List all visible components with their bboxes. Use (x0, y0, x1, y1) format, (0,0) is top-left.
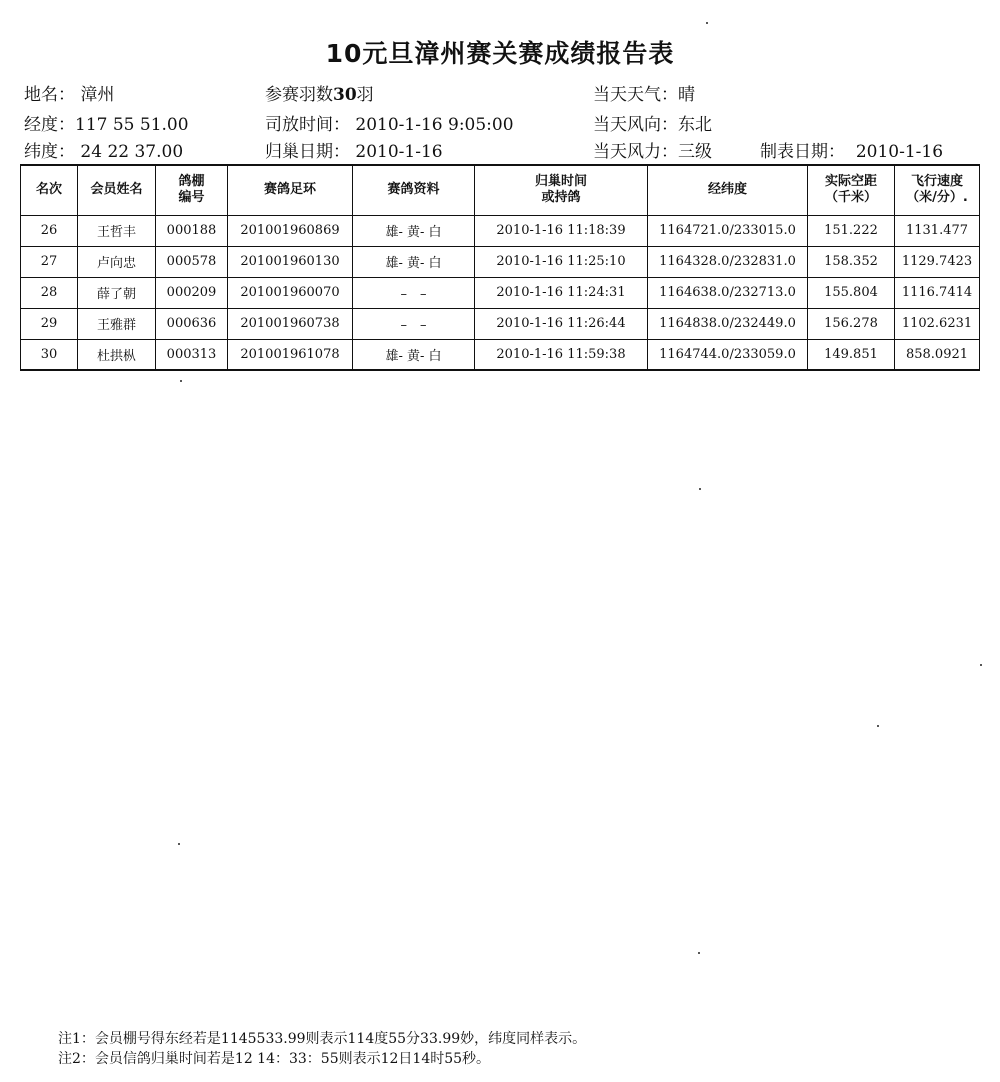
table-row (21, 246, 980, 277)
place-label: 地名： (24, 85, 75, 105)
cell-ring-number: 201001960738 (228, 308, 353, 339)
cell-speed: 858.0921 (895, 339, 980, 370)
longitude-label: 经度： (24, 115, 75, 135)
latitude-label: 纬度： (24, 142, 75, 162)
table-row (21, 339, 980, 370)
cell-speed: 1131.477 (895, 215, 980, 246)
cell-coordinates: 1164744.0/233059.0 (648, 339, 808, 370)
cell-member-name: 王哲丰 (78, 215, 156, 246)
release-field (265, 110, 514, 135)
results-table (20, 164, 980, 371)
cell-rank: 29 (21, 308, 78, 339)
count-unit: 羽 (356, 85, 374, 105)
cell-pigeon-info: 雄- 黄- 白 (353, 339, 475, 370)
cell-loft-number: 000636 (156, 308, 228, 339)
made-date-label: 制表日期： (760, 142, 845, 162)
header-pigeon-info: 赛鸽资料 (353, 165, 475, 215)
place-value: 漳州 (80, 85, 115, 105)
return-date-field (265, 137, 443, 162)
cell-pigeon-info: 雄- 黄- 白 (353, 246, 475, 277)
cell-rank: 28 (21, 277, 78, 308)
count-value: 30 (333, 85, 357, 105)
cell-member-name: 卢向忠 (78, 246, 156, 277)
cell-speed: 1102.6231 (895, 308, 980, 339)
cell-ring-number: 201001960130 (228, 246, 353, 277)
cell-rank: 26 (21, 215, 78, 246)
cell-ring-number: 201001960070 (228, 277, 353, 308)
weather-label: 当天天气： (593, 85, 678, 105)
cell-pigeon-info: – – (353, 277, 475, 308)
cell-distance: 158.352 (808, 246, 895, 277)
cell-coordinates: 1164721.0/233015.0 (648, 215, 808, 246)
scan-speck (178, 843, 180, 845)
header-arrival-time: 归巢时间 或持鸽 (475, 165, 648, 215)
table-row (21, 308, 980, 339)
cell-member-name: 杜拱枞 (78, 339, 156, 370)
release-value: 2010-1-16 9:05:00 (355, 115, 514, 135)
cell-loft-number: 000578 (156, 246, 228, 277)
scan-speck (698, 952, 700, 954)
wind-direction-label: 当天风向： (593, 115, 678, 135)
made-date-field (760, 137, 943, 162)
release-label: 司放时间： (265, 115, 350, 135)
latitude-value: 24 22 37.00 (80, 142, 184, 162)
count-field (265, 80, 374, 105)
scan-speck (980, 664, 982, 666)
cell-loft-number: 000209 (156, 277, 228, 308)
cell-distance: 149.851 (808, 339, 895, 370)
scan-speck (180, 380, 182, 382)
cell-member-name: 薛了朝 (78, 277, 156, 308)
cell-pigeon-info: 雄- 黄- 白 (353, 215, 475, 246)
header-distance: 实际空距 （千米） (808, 165, 895, 215)
wind-direction-field (593, 110, 712, 135)
cell-arrival-time: 2010-1-16 11:25:10 (475, 246, 648, 277)
return-date-value: 2010-1-16 (355, 142, 443, 162)
header-rank: 名次 (21, 165, 78, 215)
count-label: 参赛羽数 (265, 85, 333, 105)
wind-force-value: 三级 (678, 142, 712, 162)
table-row (21, 277, 980, 308)
header-speed: 飞行速度 （米/分）. (895, 165, 980, 215)
longitude-value: 117 55 51.00 (75, 115, 189, 135)
cell-distance: 156.278 (808, 308, 895, 339)
cell-arrival-time: 2010-1-16 11:24:31 (475, 277, 648, 308)
cell-speed: 1129.7423 (895, 246, 980, 277)
cell-coordinates: 1164838.0/232449.0 (648, 308, 808, 339)
cell-arrival-time: 2010-1-16 11:59:38 (475, 339, 648, 370)
cell-coordinates: 1164638.0/232713.0 (648, 277, 808, 308)
header-ring-number: 赛鸽足环 (228, 165, 353, 215)
weather-value: 晴 (678, 85, 695, 105)
header-coordinates: 经纬度 (648, 165, 808, 215)
header-loft-number: 鸽棚 编号 (156, 165, 228, 215)
return-date-label: 归巢日期： (265, 142, 350, 162)
made-date-value: 2010-1-16 (855, 142, 944, 162)
page-title: 10元旦漳州赛关赛成绩报告表 (325, 39, 675, 68)
cell-distance: 151.222 (808, 215, 895, 246)
longitude-field (24, 110, 189, 135)
table-header-row (21, 165, 980, 215)
place-field (24, 80, 114, 105)
weather-field (593, 80, 695, 105)
cell-speed: 1116.7414 (895, 277, 980, 308)
header-member-name: 会员姓名 (78, 165, 156, 215)
cell-loft-number: 000188 (156, 215, 228, 246)
cell-loft-number: 000313 (156, 339, 228, 370)
footnote-2: 注2：会员信鸽归巢时间若是12 14：33：55则表示12日14时55秒。 (58, 1051, 491, 1067)
cell-ring-number: 201001961078 (228, 339, 353, 370)
footnote-1: 注1：会员棚号得东经若是1145533.99则表示114度55分33.99妙，纬度同样表示。 (58, 1031, 587, 1047)
wind-direction-value: 东北 (678, 115, 712, 135)
latitude-field (24, 137, 183, 162)
cell-arrival-time: 2010-1-16 11:18:39 (475, 215, 648, 246)
wind-force-field (593, 137, 712, 162)
table-row (21, 215, 980, 246)
cell-pigeon-info: – – (353, 308, 475, 339)
cell-distance: 155.804 (808, 277, 895, 308)
cell-arrival-time: 2010-1-16 11:26:44 (475, 308, 648, 339)
scan-speck (877, 725, 879, 727)
cell-rank: 27 (21, 246, 78, 277)
cell-ring-number: 201001960869 (228, 215, 353, 246)
cell-rank: 30 (21, 339, 78, 370)
scan-speck (706, 22, 708, 24)
cell-member-name: 王雅群 (78, 308, 156, 339)
cell-coordinates: 1164328.0/232831.0 (648, 246, 808, 277)
wind-force-label: 当天风力： (593, 142, 678, 162)
scan-speck (699, 488, 701, 490)
